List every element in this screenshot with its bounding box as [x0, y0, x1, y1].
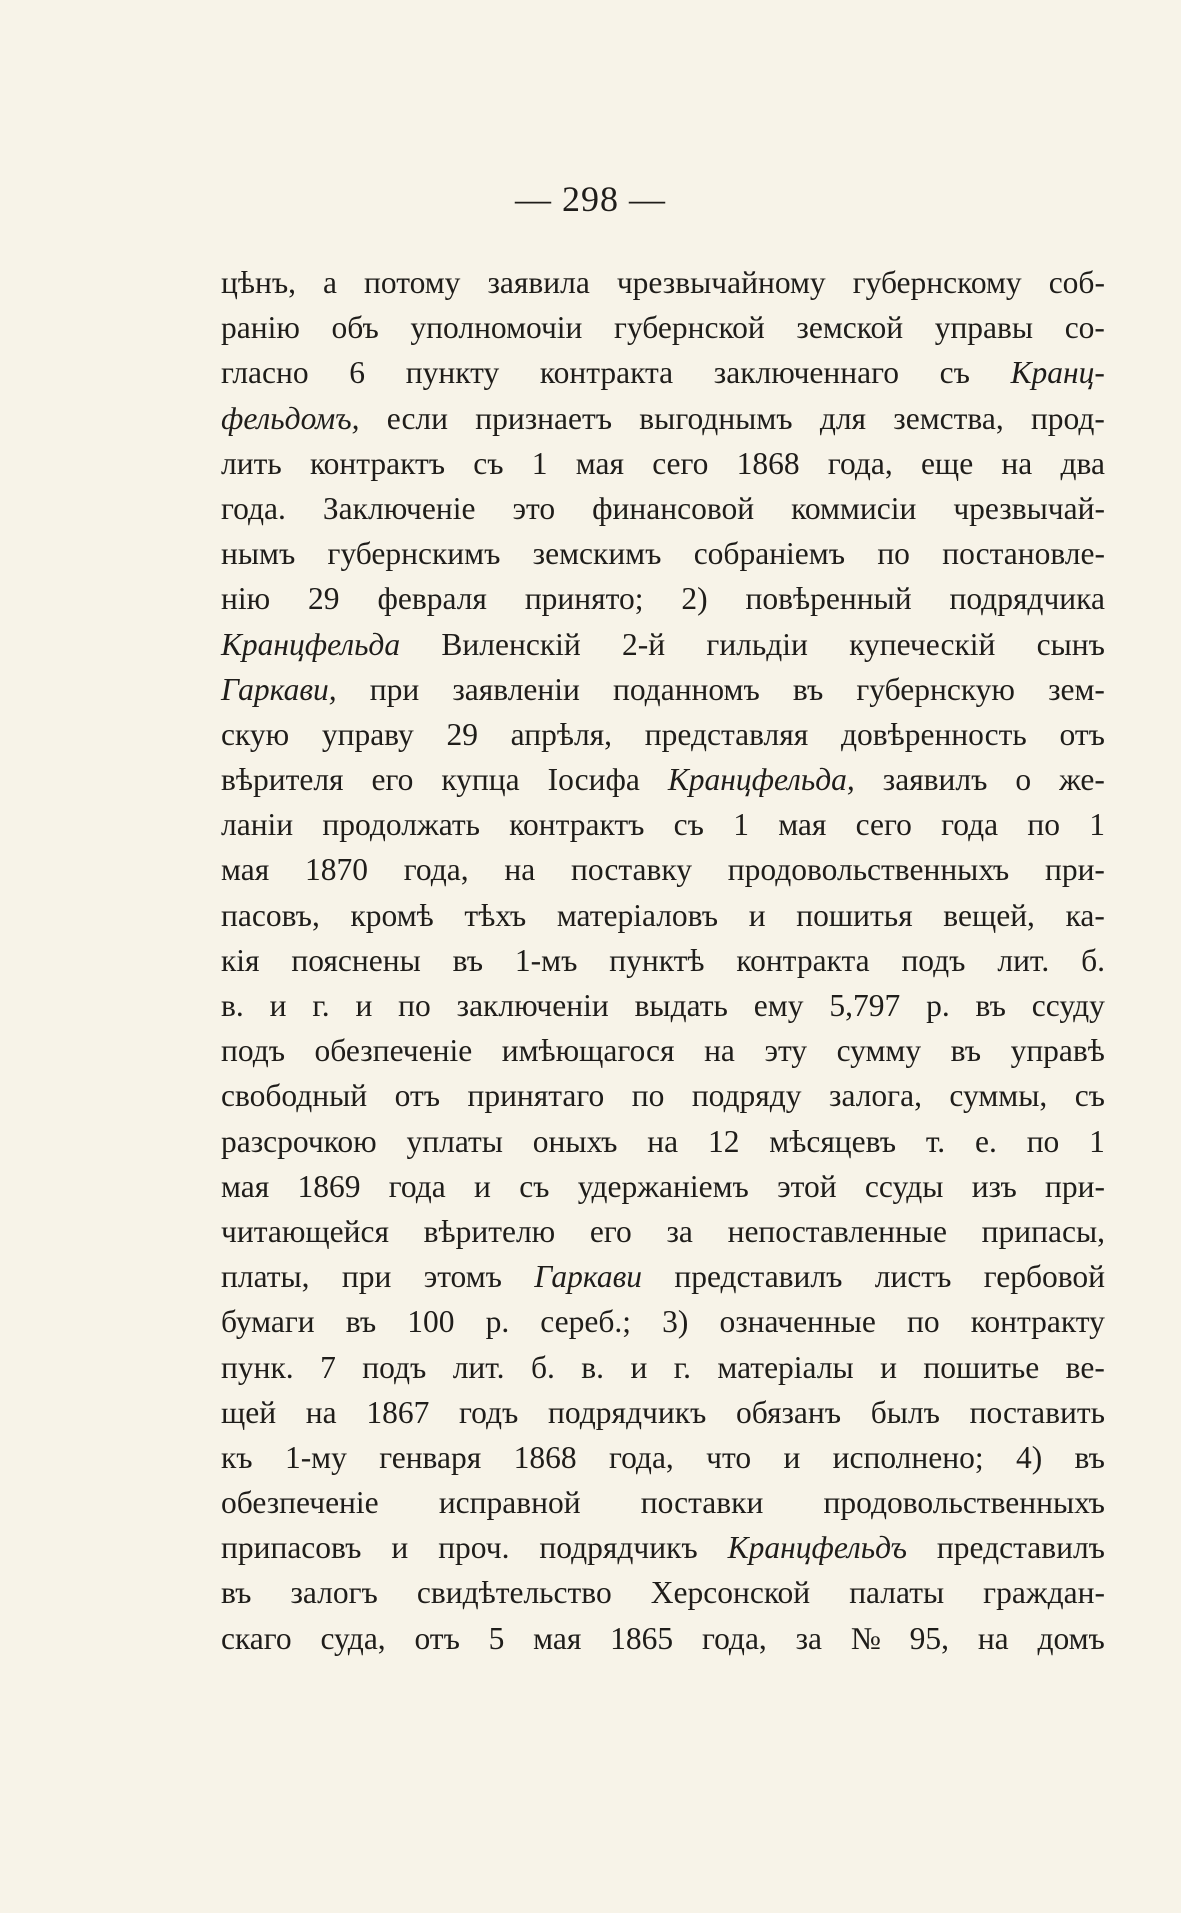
word: 7 [320, 1349, 336, 1385]
word: его [371, 762, 414, 798]
word: в. [581, 1349, 605, 1385]
word: 2) [681, 581, 708, 617]
word: выдать [634, 988, 728, 1023]
word: б. [530, 1349, 555, 1385]
word: 6 [349, 355, 366, 391]
word: 1869 [297, 1168, 361, 1204]
word: земской [796, 310, 904, 346]
italic-name: фельдомъ, [221, 400, 360, 436]
word: 1 [531, 445, 548, 481]
word: купеческій [849, 626, 996, 662]
italic-name: Гаркави, [221, 671, 337, 707]
text-line [221, 1616, 1105, 1661]
word: 95, [909, 1620, 950, 1656]
word: гербовой [983, 1259, 1105, 1295]
word: отъ [1059, 716, 1105, 752]
word: суммы, [949, 1078, 1048, 1114]
word: лит. [452, 1349, 505, 1385]
word: г. [312, 988, 330, 1023]
word: подрядчика [949, 581, 1105, 617]
word: 1 [1089, 1123, 1105, 1159]
word: сего [652, 445, 709, 481]
text-line [221, 757, 1105, 802]
word: въ [345, 1304, 377, 1340]
word: удержаніемъ [577, 1168, 749, 1204]
text-line [221, 305, 1105, 350]
word: матеріалы [717, 1349, 854, 1385]
word: в. [221, 988, 244, 1023]
word: за [666, 1213, 693, 1249]
word: съ [473, 445, 504, 481]
word: обязанъ [735, 1394, 842, 1430]
word: потому [364, 265, 461, 300]
word: соб- [1048, 265, 1105, 300]
word: прод- [1030, 400, 1105, 436]
word: суда, [320, 1620, 386, 1656]
word: т. [925, 1123, 946, 1159]
word: чрезвычайному [616, 265, 826, 300]
word: нымъ [221, 536, 296, 572]
italic-name: Кранцфельдъ [727, 1530, 907, 1566]
word: залога, [829, 1078, 922, 1114]
word: ка- [1065, 897, 1105, 933]
word: и [474, 1168, 491, 1204]
word: и [355, 988, 373, 1023]
word: чрезвычай- [953, 490, 1105, 526]
word: и [391, 1530, 409, 1566]
italic-name: Кранц- [1010, 355, 1105, 391]
word: управы [934, 310, 1034, 346]
word: года [941, 807, 999, 843]
word: въ [452, 942, 484, 978]
word: сего [855, 807, 912, 843]
word: представилъ [674, 1259, 843, 1295]
word: лить [221, 445, 282, 481]
word: р. [926, 988, 950, 1023]
word: сумму [836, 1033, 922, 1069]
word: поданномъ [612, 671, 760, 707]
word: залогъ [290, 1575, 378, 1611]
word: съ [673, 807, 704, 843]
word: р. [485, 1304, 510, 1340]
word: губернской [614, 310, 765, 346]
word: исполнено; [832, 1439, 984, 1475]
word: поставки [640, 1485, 764, 1521]
word: генваря [379, 1439, 482, 1475]
word: вѣрителю [423, 1213, 556, 1249]
word: заключеніи [456, 988, 609, 1023]
word: листъ [874, 1259, 952, 1295]
word: проч. [438, 1530, 510, 1566]
word: два [1060, 445, 1105, 481]
text-line [221, 667, 1105, 712]
word: что [706, 1439, 752, 1475]
text-line [221, 1254, 1105, 1299]
word: при- [1044, 852, 1105, 888]
word: февраля [377, 581, 487, 617]
word: Виленскій [441, 626, 581, 662]
word: купца [441, 762, 520, 798]
word: 1 [1089, 807, 1105, 843]
word: зем- [1048, 671, 1105, 707]
word: отъ [394, 1078, 441, 1114]
word: подрядчикъ [548, 1394, 707, 1430]
text-line [221, 350, 1105, 395]
word: мая [575, 445, 624, 481]
text-line [221, 983, 1105, 1028]
word: матеріаловъ [556, 897, 719, 933]
text-line [221, 1480, 1105, 1525]
text-line [221, 1028, 1105, 1073]
word: и [880, 1349, 897, 1385]
word: изъ [971, 1168, 1017, 1204]
word: свободный [221, 1078, 368, 1114]
word: Херсонской [650, 1575, 811, 1611]
word: для [819, 400, 867, 436]
word: объ [331, 310, 379, 346]
word: непоставленные [727, 1213, 947, 1249]
word: принято; [524, 581, 644, 617]
text-line [221, 1390, 1105, 1435]
word: мѣсяцевъ [769, 1123, 897, 1159]
word: ссуды [864, 1168, 944, 1204]
word: при [341, 1259, 392, 1295]
word: продовольственныхъ [823, 1485, 1105, 1521]
text-line [221, 1299, 1105, 1344]
word: принятаго [467, 1078, 605, 1114]
word: на [1001, 445, 1033, 481]
word: контрактъ [509, 807, 645, 843]
word: въ [1074, 1439, 1105, 1475]
word: признаетъ [475, 400, 613, 436]
word: представляя [644, 716, 809, 752]
word: контракта [539, 355, 674, 391]
text-line [221, 622, 1105, 667]
word: 1-мъ [514, 942, 578, 978]
text-line [221, 1119, 1105, 1164]
word: по [398, 988, 431, 1023]
word: пошитья [796, 897, 913, 933]
word: за [795, 1620, 823, 1656]
word: 1868 [736, 445, 800, 481]
word: г. [673, 1349, 691, 1385]
word: губернскимъ [327, 536, 501, 572]
word: 5,797 [829, 988, 901, 1023]
word: еще [920, 445, 974, 481]
text-line [221, 1435, 1105, 1480]
word: по [1026, 1123, 1060, 1159]
word: ве- [1065, 1349, 1105, 1385]
word: 1867 [366, 1394, 430, 1430]
italic-name: Гаркави [534, 1259, 643, 1295]
text-line [221, 1525, 1105, 1570]
word: управѣ [1010, 1033, 1105, 1069]
word: платы, [221, 1259, 310, 1295]
word: 1865 [610, 1620, 674, 1656]
word: повѣренный [745, 581, 912, 617]
word: это [512, 490, 556, 526]
word: на [977, 1620, 1009, 1656]
word: поставить [969, 1394, 1105, 1430]
text-line [221, 938, 1105, 983]
word: бумаги [221, 1304, 315, 1340]
word: Іосифа [547, 762, 640, 798]
word: граждан- [983, 1575, 1105, 1611]
word: этой [777, 1168, 837, 1204]
word: лит. [997, 942, 1050, 978]
word: подъ [221, 1033, 286, 1069]
text-line [221, 1073, 1105, 1118]
text-line [221, 441, 1105, 486]
word: въ [950, 1033, 982, 1069]
word: читающейся [221, 1213, 389, 1249]
word: съ [1074, 1078, 1105, 1114]
word: подъ [362, 1349, 427, 1385]
word: исправной [438, 1485, 581, 1521]
word: апрѣля, [510, 716, 613, 752]
word: подрядчикъ [539, 1530, 698, 1566]
word: № [850, 1620, 881, 1656]
word: года, [701, 1620, 767, 1656]
word: гильдіи [706, 626, 808, 662]
word: подряду [691, 1078, 802, 1114]
word: представилъ [936, 1530, 1105, 1566]
word: 1870 [304, 852, 368, 888]
word: мая [221, 852, 270, 888]
word: по [907, 1304, 940, 1340]
word: цѣнъ, [221, 265, 296, 300]
word: отъ [414, 1620, 460, 1656]
word: контрактъ [309, 445, 446, 481]
word: кромѣ [350, 897, 434, 933]
word: Заключеніе [322, 490, 476, 526]
text-line [221, 893, 1105, 938]
word: а [323, 265, 337, 300]
word: гласно [221, 355, 309, 391]
word: мая [778, 807, 827, 843]
word: кія [221, 942, 260, 978]
word: мая [221, 1168, 270, 1204]
word: финансовой [592, 490, 755, 526]
word: подъ [901, 942, 966, 978]
word: уплаты [406, 1123, 503, 1159]
word: 1868 [513, 1439, 577, 1475]
word: на [647, 1123, 679, 1159]
word: 3) [662, 1304, 689, 1340]
italic-name: Кранцфельда, [667, 762, 855, 798]
word: выгоднымъ [639, 400, 793, 436]
word: управу [321, 716, 414, 752]
word: на [305, 1394, 337, 1430]
word: года. [221, 490, 286, 526]
page-number: — 298 — [515, 179, 666, 219]
word: свидѣтельство [416, 1575, 612, 1611]
word: заявленіи [452, 671, 580, 707]
word: 29 [446, 716, 478, 752]
word: припасы, [981, 1213, 1105, 1249]
word: оныхъ [532, 1123, 618, 1159]
word: года, [403, 852, 469, 888]
word: продолжать [322, 807, 481, 843]
text-line [221, 802, 1105, 847]
word: и [783, 1439, 801, 1475]
word: контракта [736, 942, 870, 978]
word: со- [1064, 310, 1105, 346]
word: этомъ [423, 1259, 502, 1295]
word: 1 [733, 807, 749, 843]
word: при- [1045, 1168, 1105, 1204]
word: былъ [870, 1394, 940, 1430]
word: е. [975, 1123, 997, 1159]
text-line [221, 1345, 1105, 1390]
word: коммисіи [791, 490, 917, 526]
word: 4) [1015, 1439, 1043, 1475]
word: обезпеченіе [221, 1485, 379, 1521]
word: земскимъ [532, 536, 662, 572]
word: ссуду [1031, 988, 1105, 1023]
word: ланіи [221, 807, 294, 843]
text-line [221, 576, 1105, 621]
word: 2-й [622, 626, 666, 662]
text-line [221, 486, 1105, 531]
word: въ [221, 1575, 252, 1611]
word: въ [975, 988, 1006, 1023]
word: пасовъ, [221, 897, 320, 933]
word: скую [221, 716, 290, 752]
word: довѣренность [840, 716, 1027, 752]
word: и [630, 1349, 648, 1385]
word: о [1015, 762, 1032, 798]
word: собраніемъ [693, 536, 846, 572]
word: 5 [488, 1620, 505, 1656]
word: по [1027, 807, 1060, 843]
word: при [369, 671, 420, 707]
word: года [388, 1168, 446, 1204]
word: губернскому [852, 265, 1022, 300]
word: контракту [970, 1304, 1105, 1340]
word: уполномочіи [410, 310, 583, 346]
word: пошитье [923, 1349, 1040, 1385]
word: заявилъ [882, 762, 988, 798]
word: съ [519, 1168, 550, 1204]
word: 100 [407, 1304, 455, 1340]
word: домъ [1037, 1620, 1105, 1656]
word: земства, [893, 400, 1004, 436]
word: же- [1059, 762, 1105, 798]
body-text [221, 260, 1105, 1661]
word: продовольственныхъ [727, 852, 1010, 888]
word: нію [221, 581, 271, 617]
word: въ [792, 671, 824, 707]
word: пунк. [221, 1349, 294, 1385]
text-line [221, 260, 1105, 305]
word: пунктѣ [609, 942, 705, 978]
word: пункту [405, 355, 500, 391]
word: б. [1081, 942, 1105, 978]
word: обезпеченіе [314, 1033, 473, 1069]
word: съ [939, 355, 970, 391]
word: заключеннаго [713, 355, 899, 391]
word: сынъ [1036, 626, 1105, 662]
text-line [221, 1164, 1105, 1209]
word: ранію [221, 310, 300, 346]
word: года, [608, 1439, 674, 1475]
word: и [269, 988, 287, 1023]
word: щей [221, 1394, 277, 1430]
word: вѣрителя [221, 762, 344, 798]
text-line [221, 1209, 1105, 1254]
word: постановле- [942, 536, 1105, 572]
text-line [221, 531, 1105, 576]
word: если [386, 400, 449, 436]
word: по [631, 1078, 665, 1114]
word: на [504, 852, 536, 888]
word: губернскую [856, 671, 1015, 707]
text-line [221, 1570, 1105, 1615]
word: 12 [707, 1123, 740, 1159]
word: разсрочкою [221, 1123, 377, 1159]
italic-name: Кранцфельда [221, 626, 401, 662]
word: эту [764, 1033, 808, 1069]
word: 29 [308, 581, 340, 617]
text-line [221, 712, 1105, 757]
word: года, [827, 445, 893, 481]
word: палаты [849, 1575, 945, 1611]
text-line [221, 396, 1105, 441]
word: имѣющагося [501, 1033, 675, 1069]
word: поставку [570, 852, 692, 888]
word: годъ [459, 1394, 519, 1430]
word: вещей, [943, 897, 1035, 933]
word: 1-му [284, 1439, 347, 1475]
word: скаго [221, 1620, 292, 1656]
word: означенные [719, 1304, 876, 1340]
word: припасовъ [221, 1530, 362, 1566]
word: тѣхъ [464, 897, 527, 933]
word: сереб.; [540, 1304, 632, 1340]
word: къ [221, 1439, 253, 1475]
word: его [589, 1213, 632, 1249]
word: ему [753, 988, 804, 1023]
word: заявила [487, 265, 590, 300]
word: мая [533, 1620, 582, 1656]
text-line [221, 847, 1105, 892]
word: пояснены [291, 942, 421, 978]
word: и [748, 897, 766, 933]
word: по [877, 536, 910, 572]
word: на [704, 1033, 735, 1069]
